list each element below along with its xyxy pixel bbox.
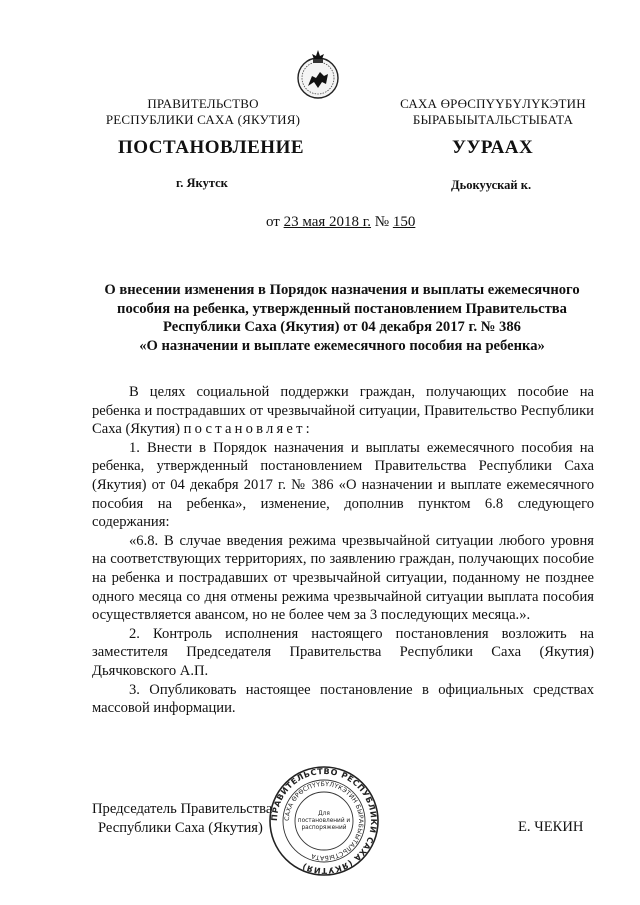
official-seal-stamp <box>268 765 380 877</box>
document-number: 150 <box>392 214 416 230</box>
city-sakha: Дьокуускай к. <box>451 178 532 192</box>
title-line: «О назначении и выплате ежемесячного пособия на ребенка» <box>139 337 545 354</box>
number-sign: № <box>374 214 390 230</box>
org-name-sakha <box>378 96 608 128</box>
seal-center-line: постановлений и <box>297 818 351 824</box>
document-date: 23 мая 2018 г. <box>283 214 372 230</box>
document-title <box>92 281 592 355</box>
signatory-line: Председатель Правительства <box>92 801 273 817</box>
title-line: пособия на ребенка, утвержденный постановлением Правительства <box>117 300 567 317</box>
preamble-text: В целях социальной поддержки граждан, получающих пособие на ребенка и пострадавших от чрезвычайной ситуации, Правительство Республики Саха (Якутия) <box>92 384 594 438</box>
signatory-line: Республики Саха (Якутия) <box>98 820 263 836</box>
seal-center-line: распоряжений <box>301 825 347 831</box>
seal-outer-text: ПРАВИТЕЛЬСТВО РЕСПУБЛИКИ САХА (ЯКУТИЯ) <box>269 766 379 876</box>
coat-of-arms-emblem <box>296 48 340 102</box>
title-line: Республики Саха (Якутия) от 04 декабря 2017 г. № 386 <box>163 319 521 335</box>
seal-center-line: Для <box>318 811 330 817</box>
body-paragraph-preamble <box>92 383 594 439</box>
signatory-position <box>92 800 272 838</box>
signatory-name: Е. ЧЕКИН <box>518 819 584 835</box>
org-line: БЫРАБЫЫТАЛЬСТЫБАТА <box>412 112 574 127</box>
org-line: ПРАВИТЕЛЬСТВО <box>147 96 259 111</box>
seal-inner-text: САХА ӨРӨСПҮҮБҮЛҮКЭТИН БЫРАБЫЫТАЛЬСТЫБАТА <box>283 780 365 862</box>
date-prefix: от <box>266 214 280 230</box>
org-line: РЕСПУБЛИКИ САХА (ЯКУТИЯ) <box>105 112 301 127</box>
org-name-russian <box>88 96 318 128</box>
city-russian: г. Якутск <box>176 176 228 190</box>
body-paragraph-quote: «6.8. В случае введения режима чрезвычайной ситуации любого уровня на соответствующих территориях, по заявлению граждан, получающих пособие на ребенка и пострадавших от чрезвычайной ситуации, поданному не позднее одного месяца со дня отмены режима чрезвычайной ситуации выплата пособия осуществляется авансом, но не более чем за 3 последующих месяца.». <box>92 532 594 624</box>
body-paragraph-2: 2. Контроль исполнения настоящего постановления возложить на заместителя Председателя Правительства Республики Саха (Якутия) Дьячковского А.П. <box>92 625 594 679</box>
body-paragraph-1: 1. Внести в Порядок назначения и выплаты ежемесячного пособия на ребенка, утвержденный постановлением Правительства Республики Саха (Якутия) от 04 декабря 2017 г. № 386 «О назначении и выплате ежемесячного пособия на ребенка», изменение, дополнив пунктом 6.8 следующего содержания: <box>92 439 594 531</box>
document-body <box>92 383 594 718</box>
body-paragraph-3: 3. Опубликовать настоящее постановление в официальных средствах массовой информации. <box>92 681 594 717</box>
doc-type-sakha: УУРААХ <box>452 137 534 158</box>
resolve-word: постановляет: <box>183 421 313 438</box>
date-number-line <box>266 214 415 231</box>
org-line: САХА ӨРӨСПҮҮБҮЛҮКЭТИН <box>400 96 586 111</box>
doc-type-russian: ПОСТАНОВЛЕНИЕ <box>118 137 305 158</box>
title-line: О внесении изменения в Порядок назначения и выплаты ежемесячного <box>104 282 580 298</box>
